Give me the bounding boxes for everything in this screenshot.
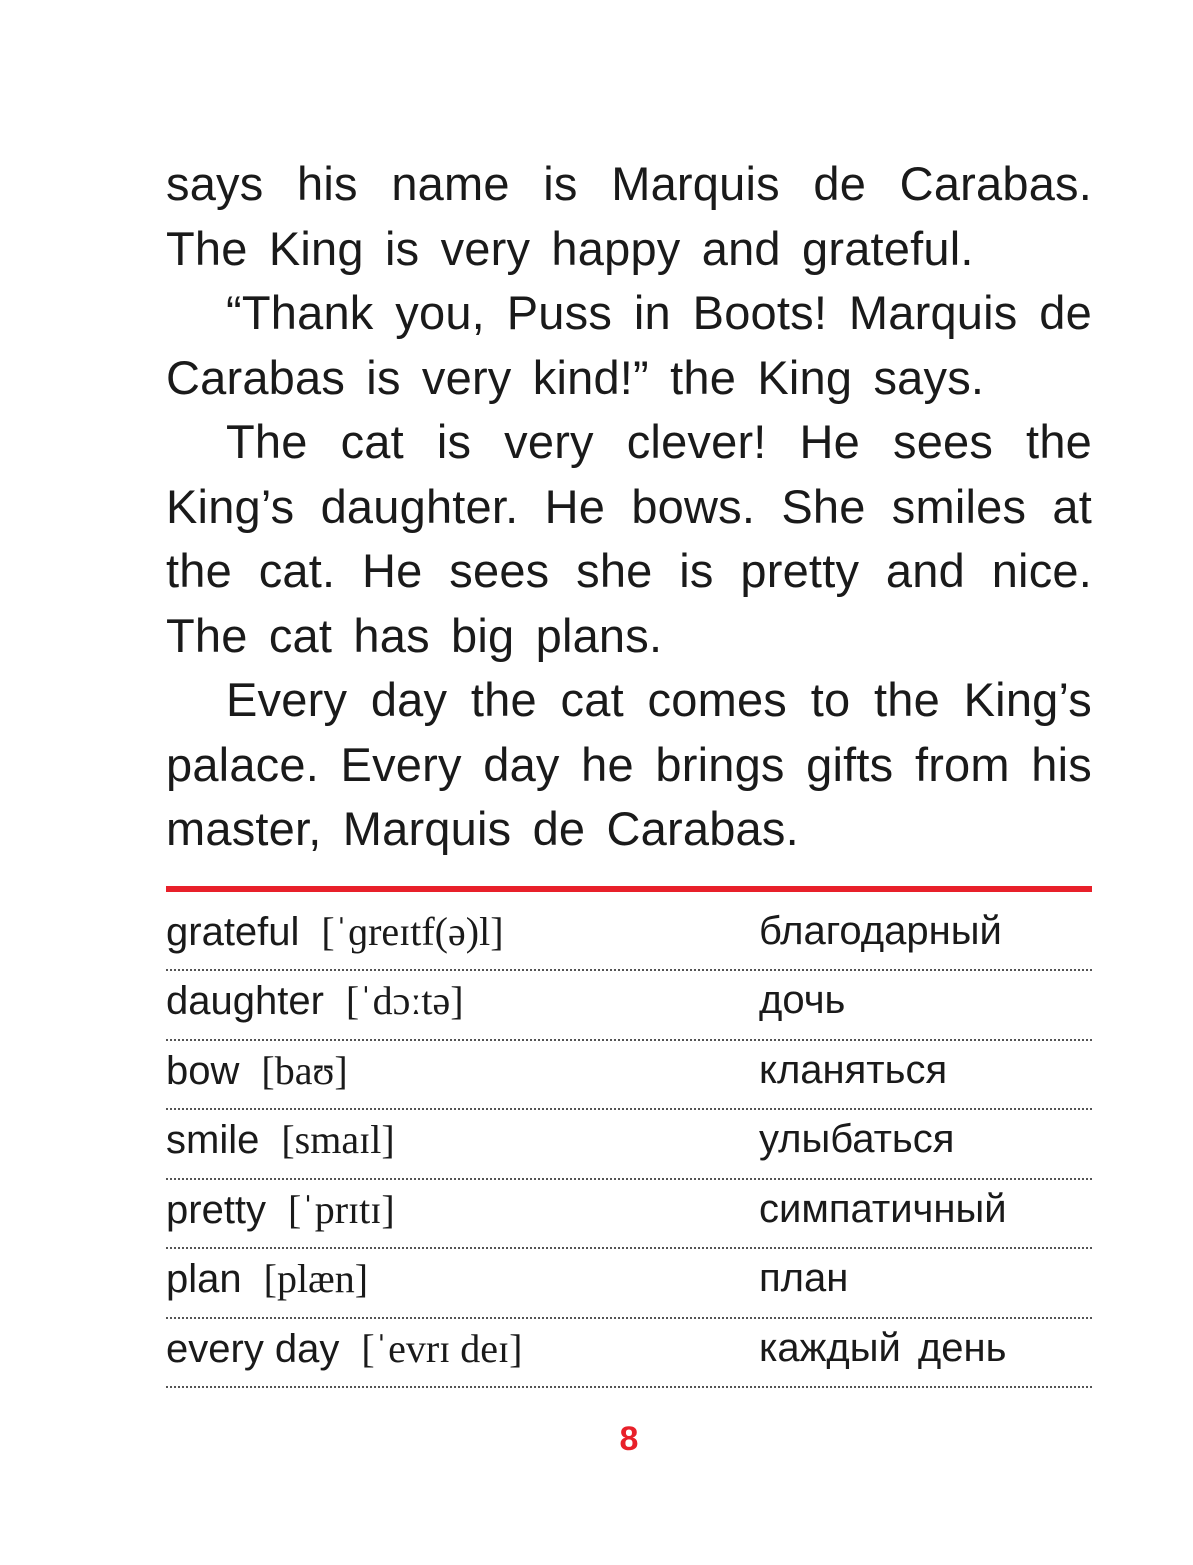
- vocabulary-row: [166, 971, 1092, 1041]
- vocabulary-row: [166, 1249, 1092, 1319]
- vocabulary-transcription: [baʊ]: [261, 1047, 348, 1093]
- vocabulary-translation: план: [759, 1256, 849, 1301]
- vocabulary-term: [166, 1047, 759, 1094]
- vocabulary-translation: кланяться: [759, 1047, 948, 1092]
- vocabulary-transcription: [smaɪl]: [281, 1117, 395, 1163]
- vocabulary-translation: каждый день: [759, 1325, 1007, 1370]
- vocabulary-word: plan: [166, 1257, 242, 1302]
- vocabulary-term: [166, 1116, 759, 1163]
- vocabulary-word: grateful: [166, 909, 300, 954]
- red-divider: [166, 886, 1092, 892]
- vocabulary-term: [166, 1255, 759, 1302]
- vocabulary-row: [166, 1110, 1092, 1180]
- vocabulary-row: [166, 1041, 1092, 1111]
- vocabulary-translation: дочь: [759, 978, 846, 1023]
- vocabulary-row: [166, 1319, 1092, 1389]
- story-paragraph: says his name is Marquis de Carabas. The King is very happy and grateful.: [166, 157, 1092, 275]
- vocabulary-transcription: [ˈɡreɪtf(ə)l]: [321, 908, 504, 954]
- page-content: [166, 152, 1092, 1388]
- vocabulary-translation: симпатичный: [759, 1186, 1007, 1231]
- vocabulary-word: pretty: [166, 1187, 267, 1232]
- vocabulary-term: [166, 908, 759, 955]
- story-paragraph: “Thank you, Puss in Boots! Marquis de Carabas is very kind!” the King says.: [166, 286, 1092, 404]
- vocabulary-term: [166, 1325, 759, 1372]
- vocabulary-row: [166, 902, 1092, 972]
- vocabulary-word: every day: [166, 1326, 340, 1371]
- page-number: 8: [619, 1420, 639, 1458]
- vocabulary-term: [166, 977, 759, 1024]
- vocabulary-word: bow: [166, 1048, 240, 1093]
- vocabulary-row: [166, 1180, 1092, 1250]
- vocabulary-transcription: [ˈprɪtɪ]: [288, 1186, 395, 1232]
- vocabulary-word: smile: [166, 1118, 260, 1163]
- story-paragraph: The cat is very clever! He sees the King’s daughter. He bows. She smiles at the cat. He sees she is pretty and nice. The cat has big plans.: [166, 415, 1092, 662]
- vocabulary-transcription: [ˈdɔːtə]: [345, 978, 464, 1024]
- vocabulary-transcription: [ˈevrɪ deɪ]: [361, 1325, 523, 1371]
- story-text: [166, 152, 1092, 862]
- vocabulary-transcription: [plæn]: [263, 1256, 369, 1302]
- vocabulary-list: [166, 902, 1092, 1389]
- vocabulary-word: daughter: [166, 979, 324, 1024]
- vocabulary-term: [166, 1186, 759, 1233]
- story-paragraph: Every day the cat comes to the King’s palace. Every day he brings gifts from his master, Marquis de Carabas.: [166, 673, 1092, 855]
- vocabulary-translation: благодарный: [759, 908, 1002, 953]
- vocabulary-translation: улыбаться: [759, 1117, 955, 1162]
